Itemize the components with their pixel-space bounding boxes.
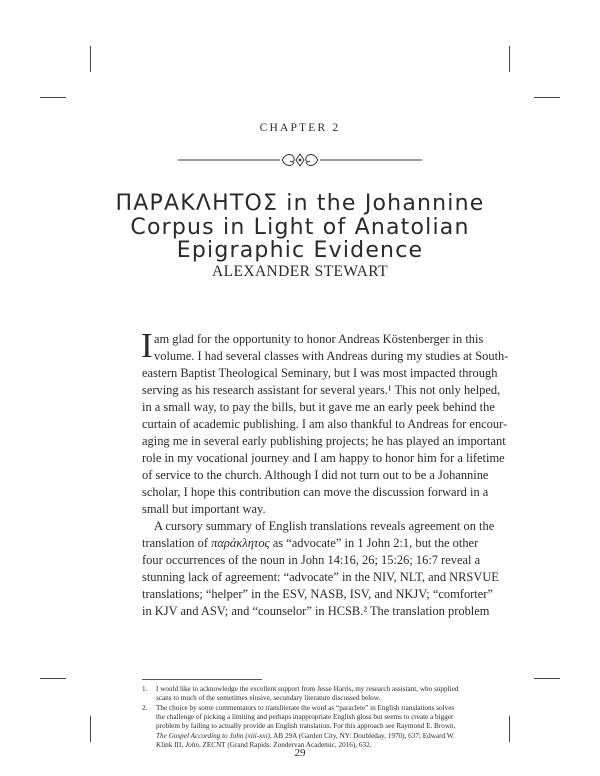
title-line-3: Epigraphic Evidence [176,238,424,263]
body-line: eastern Baptist Theological Seminary, but I was most impacted through [142,366,498,380]
body-line: small but important way. [142,502,266,516]
footnote-line: the challenge of picking a limiting and perhaps inappropriate English gloss but seems to create a bigger [156,713,454,722]
body-line: serving as his research assistant for several years.¹ This not only helped, [142,383,501,397]
body-line: role in my vocational journey and I am happy to honor him for a lifetime [142,451,505,465]
crop-mark-left-lower [40,678,66,679]
chapter-title [0,192,600,263]
body-line: I am glad for the opportunity to honor Andreas Köstenberger in this [141,326,484,365]
body-line: in KJV and ASV; and “counselor” in HCSB.² The translation problem [142,604,490,618]
body-line: aging me in several early publishing projects; he has played an important [142,434,506,448]
crop-mark-right-lower [534,678,560,679]
body-text [141,326,509,620]
footnote-number: 2. [142,703,148,712]
crop-mark-right-upper [534,97,560,98]
crop-mark-top-right [509,46,510,72]
greek-term: παράκλητος [211,536,270,550]
crop-mark-top-left [90,46,91,72]
drop-cap: I [141,326,153,365]
chapter-label: CHAPTER 2 [259,122,341,134]
footnote-line: Klink III, John, ZECNT (Grand Rapids: Zondervan Academic, 2016), 632. [156,740,372,749]
body-line: stunning lack of agreement: “advocate” in the NIV, NLT, and NRSVUE [142,570,499,584]
footnote-line: The choice by some commentators to transliterate the word as “paraclete” in English translations solves [156,703,455,712]
footnote-2 [142,704,458,750]
body-line: four occurrences of the noun in John 14:16, 26; 15:26; 16:7 reveal a [142,553,481,567]
body-line: translation of παράκλητος as “advocate” in 1 John 2:1, but the other [142,536,479,550]
book-title: The Gospel According to John (xiii-xxi) [156,731,270,740]
body-line: curtain of academic publishing. I am also thankful to Andreas for encour- [142,417,508,431]
footnote-line: The Gospel According to John (xiii-xxi), AB 29A (Garden City, NY: Doubleday, 1970), 637; Edward W. [156,731,455,740]
footnote-line: I would like to acknowledge the excellent support from Jesse Harris, my research assistant, who supplied [156,685,459,693]
body-line: volume. I had several classes with Andreas during my studies at South- [154,349,509,363]
body-line: scholar, I hope this contribution can move the discussion forward in a [142,485,489,499]
footnotes [142,685,458,750]
footnote-number: 1. [142,685,148,693]
footnote-line: scans to much of the sometimes elusive, secondary literature discussed below. [156,694,381,703]
crop-mark-bottom-right [509,716,510,742]
body-line: A cursory summary of English translations reveals agreement on the [154,519,495,533]
footnote-line: problem by failing to actually provide an English translation. For this approach see Raymond E. Brown, [156,722,456,731]
body-line: of service to the church. Although I did not turn out to be a Johannine [142,468,489,482]
book-title: John [184,740,199,749]
author-name: ALEXANDER STEWART [212,263,388,280]
title-line-1: ΠΑΡΑΚΛΗΤΟΣ in the Johannine [115,191,485,216]
body-line: in a small way, to pay the bills, but it gave me an early peek behind the [142,400,495,414]
title-line-2: Corpus in Light of Anatolian [130,214,470,240]
page-number: 29 [294,747,306,759]
footnote-rule [142,679,262,680]
body-line: translations; “helper” in the ESV, NASB, ISV, and NKJV; “comforter” [142,587,493,601]
crop-mark-bottom-left [90,716,91,742]
crop-mark-left-upper [40,97,66,98]
footnote-1 [142,685,458,703]
ornament-divider-icon [178,148,422,172]
